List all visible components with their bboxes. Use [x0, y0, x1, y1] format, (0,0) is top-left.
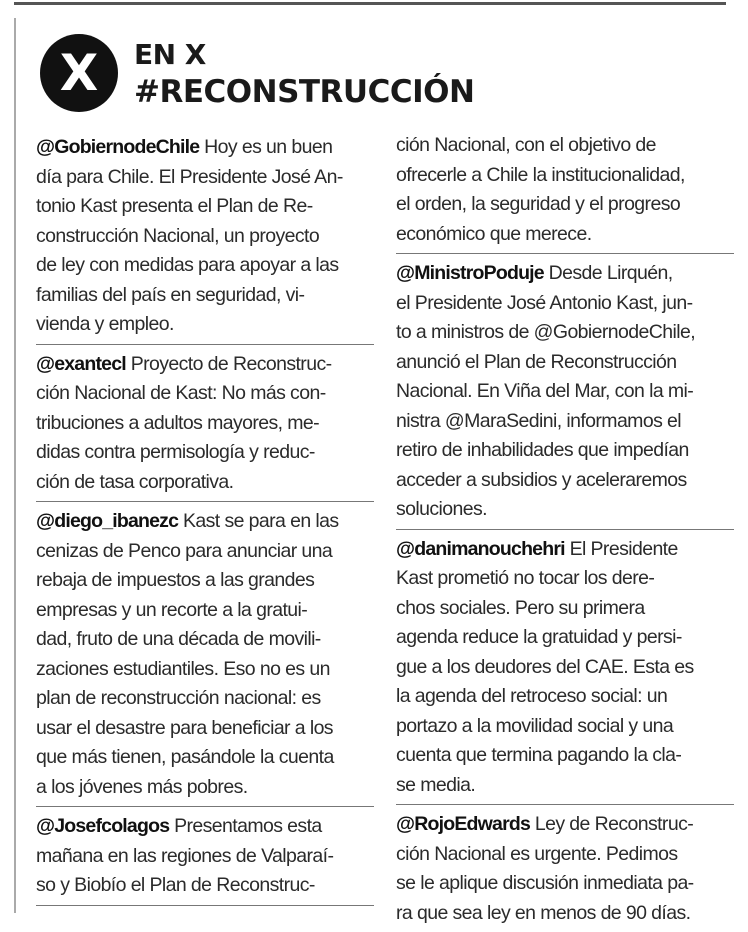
- post-item: [396, 530, 734, 806]
- post-line: [36, 468, 374, 498]
- post-line: [396, 220, 734, 250]
- post-line: [36, 743, 374, 773]
- post-line: [36, 350, 374, 380]
- post-line: [396, 623, 734, 653]
- post-text: Proyecto de Reconstruc-: [125, 352, 332, 375]
- post-line: [36, 222, 374, 252]
- post-item: [396, 126, 734, 254]
- post-text: tonio Kast presenta el Plan de Re-: [36, 195, 313, 217]
- post-line: [396, 161, 734, 191]
- post-text: cenizas de Penco para anunciar una: [36, 539, 333, 562]
- post-line: [396, 869, 734, 899]
- right-column: [396, 126, 734, 932]
- post-text: vienda y empleo.: [36, 313, 174, 335]
- section-kicker: EN X: [134, 38, 206, 71]
- post-text: Desde Lirquén,: [543, 262, 673, 284]
- post-handle[interactable]: @MinistroPoduje: [396, 262, 544, 284]
- post-text: anunció el Plan de Reconstrucción: [396, 350, 677, 373]
- post-handle[interactable]: @danimanouchehri: [396, 537, 565, 560]
- post-handle[interactable]: @Josefcolagos: [36, 815, 170, 837]
- post-line: [396, 318, 734, 348]
- post-text: mañana en las regiones de Valparaí-: [36, 844, 334, 867]
- post-text: la agenda del retroceso social: un: [396, 685, 668, 707]
- post-line: [396, 899, 734, 929]
- post-handle[interactable]: @diego_ibanezc: [36, 510, 179, 532]
- post-line: [396, 771, 734, 801]
- post-text: ción Nacional es urgente. Pedimos: [396, 842, 678, 865]
- post-text: zaciones estudiantiles. Eso no es un: [36, 657, 330, 680]
- post-text: Kast prometió no tocar los dere-: [396, 567, 655, 589]
- post-text: dad, fruto de una década de movili-: [36, 628, 321, 650]
- section-header: [34, 30, 734, 126]
- post-line: [36, 163, 374, 193]
- post-text: Presentamos esta: [169, 815, 322, 837]
- post-line: [36, 714, 374, 744]
- post-item: [36, 502, 374, 807]
- post-line: [396, 289, 734, 319]
- post-line: [396, 741, 734, 771]
- post-line: [36, 507, 374, 537]
- post-text: El Presidente: [564, 537, 678, 560]
- post-text: plan de reconstrucción nacional: es: [36, 687, 321, 709]
- post-line: [396, 564, 734, 594]
- post-line: [36, 409, 374, 439]
- post-text: retiro de inhabilidades que impedían: [396, 439, 689, 461]
- post-text: didas contra permisología y reduc-: [36, 441, 315, 463]
- post-line: [396, 131, 734, 161]
- post-line: [36, 842, 374, 872]
- post-text: día para Chile. El Presidente José An-: [36, 165, 343, 188]
- post-text: tribuciones a adultos mayores, me-: [36, 411, 320, 434]
- x-logo-icon: X: [40, 34, 118, 112]
- post-text: familias del país en seguridad, vi-: [36, 283, 305, 306]
- post-text: ofrecerle a Chile la institucionalidad,: [396, 163, 685, 186]
- post-line: [396, 466, 734, 496]
- post-item: [36, 128, 374, 345]
- post-text: Hoy es un buen: [199, 136, 333, 158]
- post-line: [36, 537, 374, 567]
- post-line: [36, 133, 374, 163]
- post-line: [36, 871, 374, 901]
- post-line: [396, 712, 734, 742]
- post-item: [36, 807, 374, 906]
- post-text: el orden, la seguridad y el progreso: [396, 193, 681, 215]
- post-text: económico que merece.: [396, 222, 592, 245]
- post-text: soluciones.: [396, 498, 487, 520]
- post-item: [396, 254, 734, 530]
- post-text: to a ministros de @GobiernodeChile,: [396, 321, 696, 343]
- post-line: [396, 436, 734, 466]
- section-title: #RECONSTRUCCIÓN: [134, 74, 475, 110]
- post-text: se le aplique discusión inmediata pa-: [396, 872, 694, 894]
- post-line: [36, 310, 374, 340]
- post-line: [36, 251, 374, 281]
- post-line: [396, 682, 734, 712]
- post-text: cuenta que termina pagando la cla-: [396, 744, 682, 766]
- post-line: [396, 407, 734, 437]
- post-line: [36, 596, 374, 626]
- post-handle[interactable]: @RojoEdwards: [396, 813, 531, 835]
- left-column: [36, 128, 374, 906]
- post-text: portazo a la movilidad social y una: [396, 714, 674, 737]
- post-text: nistra @MaraSedini, informamos el: [396, 409, 682, 432]
- post-line: [36, 684, 374, 714]
- post-line: [396, 377, 734, 407]
- post-text: se media.: [396, 773, 476, 796]
- post-line: [36, 438, 374, 468]
- post-line: [396, 810, 734, 840]
- post-text: ción Nacional de Kast: No más con-: [36, 382, 326, 404]
- post-line: [396, 840, 734, 870]
- post-text: el Presidente José Antonio Kast, jun-: [396, 291, 693, 314]
- post-text: de ley con medidas para apoyar a las: [36, 254, 339, 276]
- post-line: [36, 566, 374, 596]
- post-line: [36, 192, 374, 222]
- post-line: [36, 773, 374, 803]
- post-text: so y Biobío el Plan de Reconstruc-: [36, 874, 315, 896]
- post-text: Ley de Reconstruc-: [530, 813, 694, 835]
- post-handle[interactable]: @exantecl: [36, 352, 126, 375]
- post-line: [36, 812, 374, 842]
- post-text: Nacional. En Viña del Mar, con la mi-: [396, 380, 694, 402]
- post-line: [36, 379, 374, 409]
- post-text: ra que sea ley en menos de 90 días.: [396, 901, 691, 924]
- post-line: [396, 594, 734, 624]
- post-line: [396, 535, 734, 565]
- post-line: [396, 190, 734, 220]
- post-text: chos sociales. Pero su primera: [396, 596, 645, 619]
- post-text: usar el desastre para beneficiar a los: [36, 716, 333, 739]
- post-text: construcción Nacional, un proyecto: [36, 224, 320, 247]
- post-item: [36, 345, 374, 503]
- post-text: agenda reduce la gratuidad y persi-: [396, 626, 682, 648]
- post-text: ción Nacional, con el objetivo de: [396, 134, 656, 156]
- post-line: [36, 281, 374, 311]
- post-text: ción de tasa corporativa.: [36, 470, 234, 493]
- post-text: rebaja de impuestos a las grandes: [36, 569, 315, 591]
- post-text: gue a los deudores del CAE. Esta es: [396, 655, 694, 678]
- post-line: [36, 655, 374, 685]
- post-item: [396, 805, 734, 932]
- post-line: [396, 348, 734, 378]
- post-handle[interactable]: @GobiernodeChile: [36, 136, 200, 158]
- post-text: que más tienen, pasándole la cuenta: [36, 746, 334, 768]
- post-line: [36, 625, 374, 655]
- top-divider: [14, 2, 726, 5]
- post-text: empresas y un recorte a la gratui-: [36, 598, 308, 621]
- post-text: Kast se para en las: [178, 510, 339, 532]
- post-line: [396, 495, 734, 525]
- post-line: [396, 259, 734, 289]
- post-text: a los jóvenes más pobres.: [36, 775, 248, 798]
- post-line: [396, 653, 734, 683]
- post-text: acceder a subsidios y aceleraremos: [396, 468, 687, 491]
- left-column-rule: [14, 18, 16, 913]
